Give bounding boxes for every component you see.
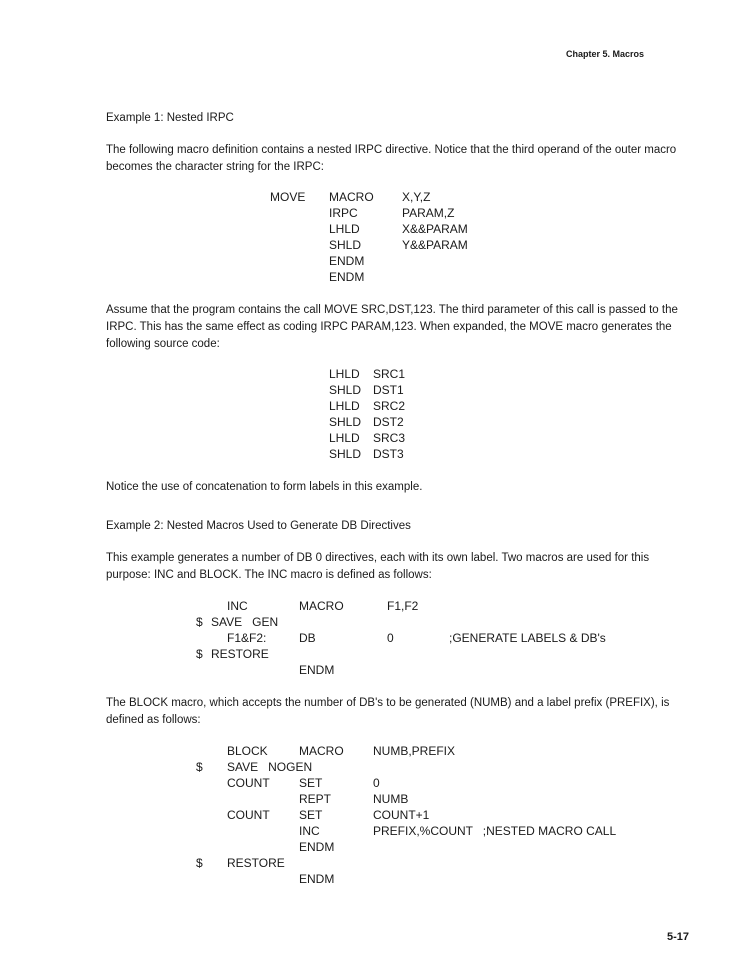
code-control-char: $ bbox=[196, 856, 203, 870]
example2-intro: This example generates a number of DB 0 directives, each with its own label. Two macros are used for this purpose: INC and BLOCK. The INC macro is defined as follows: bbox=[106, 552, 650, 581]
code-operand: COUNT+1 bbox=[373, 808, 430, 822]
code-op: ENDM bbox=[299, 663, 335, 677]
code-operand: DST2 bbox=[373, 415, 404, 429]
code-operand: 0 bbox=[387, 631, 394, 645]
code-operand: PREFIX,%COUNT ;NESTED MACRO CALL bbox=[373, 824, 617, 838]
block-intro: The BLOCK macro, which accepts the number of DB's to be generated (NUMB) and a label prefix (PREFIX), is defined as follows: bbox=[106, 697, 670, 726]
code-control: RESTORE bbox=[227, 856, 285, 870]
code-operand: X&&PARAM bbox=[402, 222, 468, 236]
code-label: COUNT bbox=[227, 776, 270, 790]
code-operand: X,Y,Z bbox=[402, 190, 431, 204]
code-op: SHLD bbox=[329, 238, 362, 252]
code-operand: NUMB,PREFIX bbox=[373, 744, 456, 758]
code-label: F1&F2: bbox=[227, 631, 267, 645]
code-control: RESTORE bbox=[211, 647, 269, 661]
code-operand: DST3 bbox=[373, 447, 404, 461]
chapter-header: Chapter 5. Macros bbox=[566, 49, 645, 59]
code-operand: NUMB bbox=[373, 792, 409, 806]
code-op: REPT bbox=[299, 792, 332, 806]
code-op: SET bbox=[299, 808, 323, 822]
code-op: MACRO bbox=[299, 599, 344, 613]
code-operand: DST1 bbox=[373, 383, 404, 397]
code-operand: PARAM,Z bbox=[402, 206, 455, 220]
example2-title: Example 2: Nested Macros Used to Generate DB Directives bbox=[106, 520, 411, 532]
code-op: SHLD bbox=[329, 383, 362, 397]
code-label: INC bbox=[227, 599, 248, 613]
example1-intro: The following macro definition contains a nested IRPC directive. Notice that the third operand of the outer macro becomes the character string for the IRPC: bbox=[106, 144, 677, 173]
code-label: COUNT bbox=[227, 808, 270, 822]
code-operand: SRC2 bbox=[373, 399, 406, 413]
example1-title: Example 1: Nested IRPC bbox=[106, 112, 234, 124]
code-op: LHLD bbox=[329, 222, 360, 236]
code-op: IRPC bbox=[329, 206, 358, 220]
code-op: LHLD bbox=[329, 399, 360, 413]
code-operand: SRC3 bbox=[373, 431, 406, 445]
code-label: MOVE bbox=[270, 190, 306, 204]
code-op: MACRO bbox=[299, 744, 344, 758]
code-operand: Y&&PARAM bbox=[402, 238, 468, 252]
code-label: BLOCK bbox=[227, 744, 268, 758]
code-op: SHLD bbox=[329, 415, 362, 429]
code-op: SHLD bbox=[329, 447, 362, 461]
code-control-char: $ bbox=[196, 615, 203, 629]
code-operand: 0 bbox=[373, 776, 380, 790]
code-operand: SRC1 bbox=[373, 367, 406, 381]
code-control: SAVE NOGEN bbox=[227, 760, 313, 774]
code-op: INC bbox=[299, 824, 320, 838]
code-op: MACRO bbox=[329, 190, 374, 204]
example1-explain: Assume that the program contains the call MOVE SRC,DST,123. The third parameter of this call is passed to the IRPC. This has the same effect as coding IRPC PARAM,123. When expanded, the MOVE macro generates the following source code: bbox=[106, 304, 678, 350]
example1-note: Notice the use of concatenation to form labels in this example. bbox=[106, 481, 423, 493]
code-op: ENDM bbox=[299, 840, 335, 854]
code-op: SET bbox=[299, 776, 323, 790]
page-number: 5-17 bbox=[667, 931, 690, 943]
code-op: DB bbox=[299, 631, 316, 645]
code-control: SAVE GEN bbox=[211, 615, 279, 629]
code-op: LHLD bbox=[329, 367, 360, 381]
code-comment: ;GENERATE LABELS & DB's bbox=[449, 631, 606, 645]
code-control-char: $ bbox=[196, 647, 203, 661]
code-operand: F1,F2 bbox=[387, 599, 419, 613]
code-op: ENDM bbox=[299, 872, 335, 886]
code-control-char: $ bbox=[196, 760, 203, 774]
code-op: LHLD bbox=[329, 431, 360, 445]
code-op: ENDM bbox=[329, 270, 365, 284]
code-op: ENDM bbox=[329, 254, 365, 268]
